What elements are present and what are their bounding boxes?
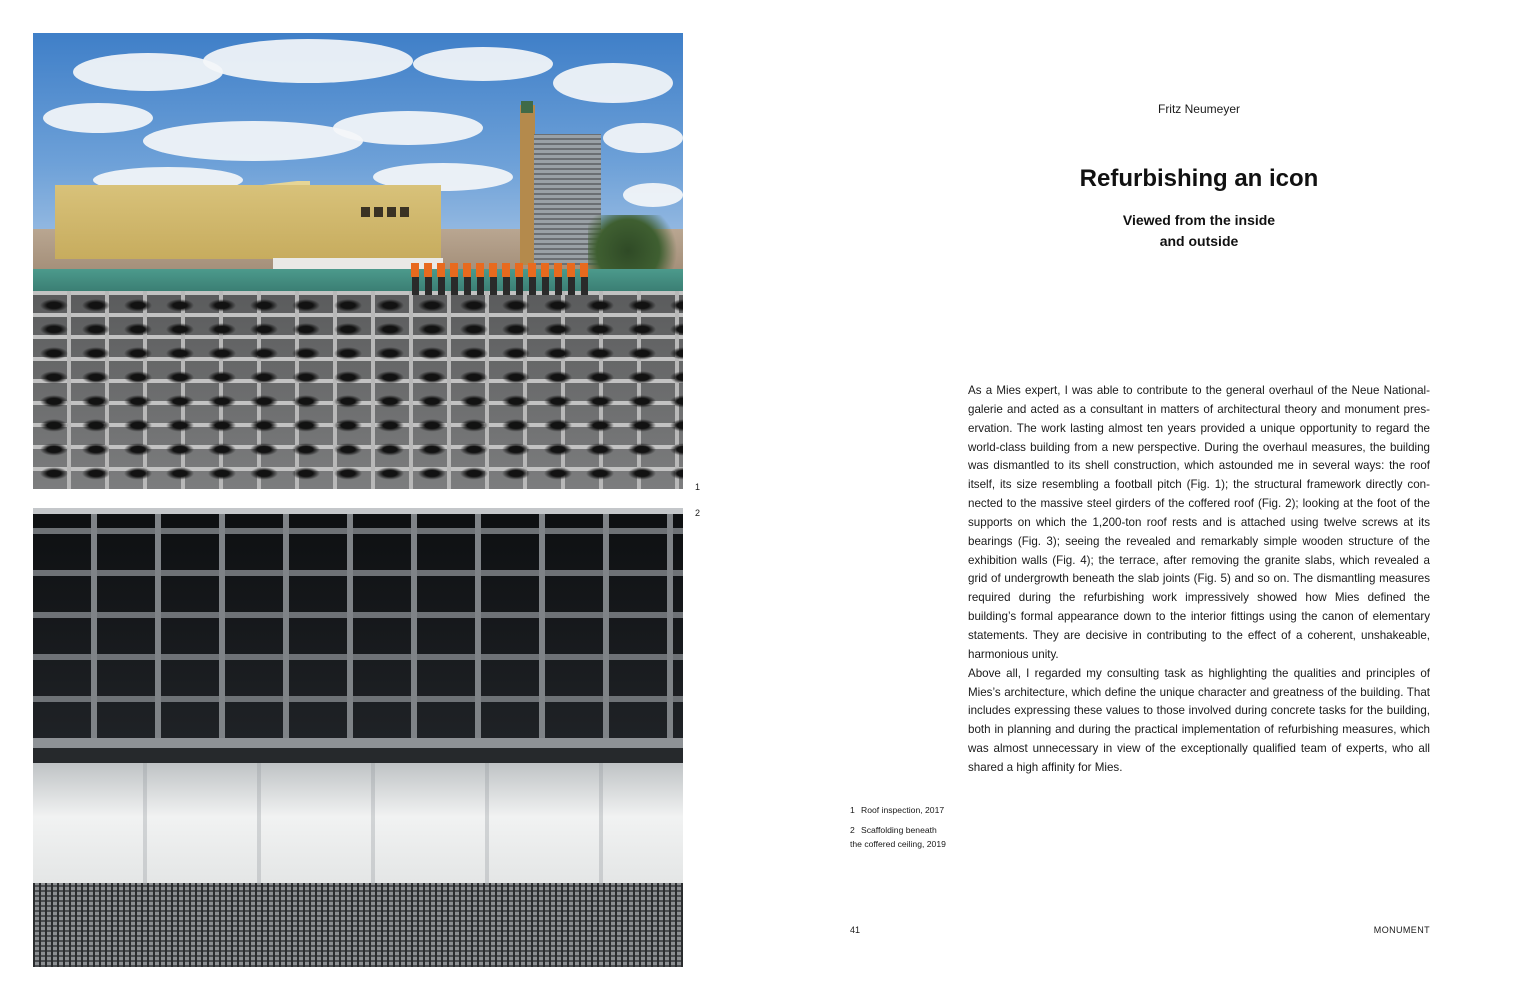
author-name: Fritz Neumeyer: [1157, 102, 1240, 116]
gold-building: [55, 185, 441, 259]
figure-caption-2: [850, 823, 970, 851]
cloud: [553, 63, 673, 103]
article-body: [968, 382, 1430, 778]
page-number: 41: [850, 925, 861, 935]
article-subtitle: [1079, 210, 1319, 252]
roof-surface: [33, 291, 683, 489]
photo-roof-inspection: [33, 33, 683, 489]
caption-number: 1: [850, 805, 855, 815]
window: [374, 207, 383, 217]
subtitle-line: Viewed from the inside: [1122, 212, 1276, 228]
window: [361, 207, 370, 217]
article-title: Refurbishing an icon: [1079, 165, 1319, 192]
figure-number-2: 2: [695, 508, 701, 518]
running-head: MONUMENT: [1373, 925, 1430, 935]
cloud: [413, 47, 553, 81]
scaffold-columns: [33, 763, 683, 883]
cloud: [203, 39, 413, 83]
cloud: [43, 103, 153, 133]
caption-text: the coffered ceiling, 2019: [850, 839, 946, 849]
brick-tower-top: [521, 101, 533, 113]
ceiling-edge: [33, 748, 683, 763]
cloud: [603, 123, 683, 153]
workers-group: [411, 259, 593, 295]
figure-number-1: 1: [695, 482, 701, 492]
body-paragraph: Above all, I regarded my consulting task as highlighting the qualities and principles of Mies’s architecture, which define the unique character and greatness of the building. That includes expressing these values to those involved during concrete tasks for the building, both in planning and during the practical implementation of refurbishing measures, which was almost unnecessary in view of the exceptionally qualified team of experts, who all shared a high affinity for Mies.: [968, 666, 1430, 774]
cloud: [333, 111, 483, 145]
subtitle-line: and outside: [1159, 233, 1239, 249]
trees: [588, 215, 683, 275]
window: [400, 207, 409, 217]
photo-coffered-ceiling: [33, 508, 683, 967]
cloud: [623, 183, 683, 207]
cloud: [143, 121, 363, 161]
scaffold-deck: [33, 883, 683, 967]
caption-text: Scaffolding beneath: [861, 825, 937, 835]
brick-tower: [520, 105, 535, 265]
coffered-grid: [33, 508, 683, 738]
body-paragraph: As a Mies expert, I was able to contribute to the general overhaul of the Neue Nationalgalerie and acted as a consultant in matters of architectural theory and monument preservation. The work lasting almost ten years provided a unique opportunity to regard the world-class building from a new perspective. During the overhaul measures, the building was dismantled to its shell construction, which astounded me in several ways: the roof itself, its size resembling a football pitch (Fig. 1); the structural framework directly connected to the massive steel girders of the coffered roof (Fig. 2); looking at the foot of the supports on which the 1,200-ton roof rests and is attached using twelve screws at its bearings (Fig. 3); seeing the revealed and remarkably simple wooden structure of the exhibition walls (Fig. 4); the terrace, after removing the granite slabs, which revealed a grid of undergrowth beneath the slab joints (Fig. 5) and so on. The dismantling measures required during the refurbishing work impressively showed how Mies defined the building’s formal appearance down to the interior fittings using the canon of elementary statements. They are decisive in contributing to the effect of a coherent, unshakeable, harmonious unity.: [968, 384, 1430, 661]
caption-number: 2: [850, 825, 855, 835]
caption-text: Roof inspection, 2017: [861, 805, 945, 815]
window: [387, 207, 396, 217]
cloud: [73, 53, 223, 91]
steel-beam: [33, 508, 683, 514]
steel-beam: [33, 738, 683, 748]
figure-caption-1: [850, 803, 970, 817]
